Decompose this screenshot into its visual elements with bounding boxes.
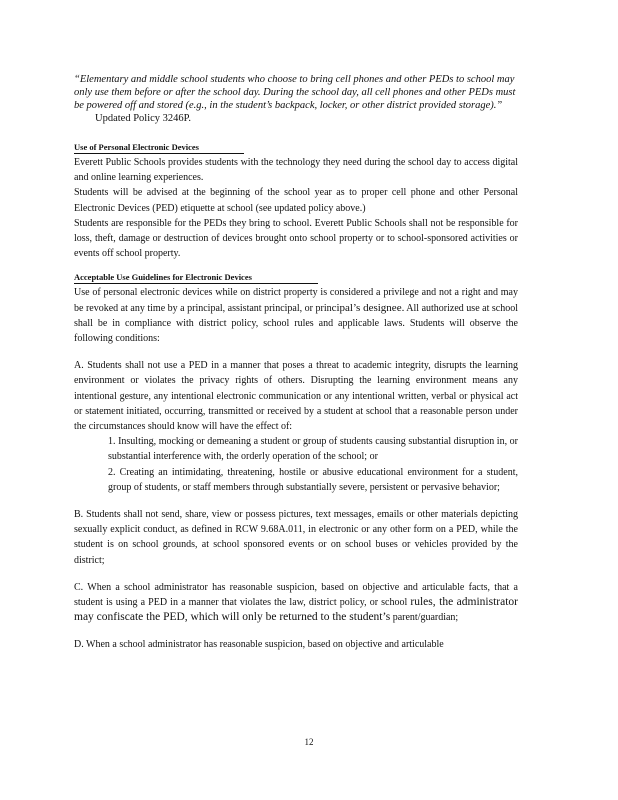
page-number: 12	[304, 737, 314, 747]
paragraph-technology: Everett Public Schools provides students with the technology they need during the school day to access digital and online learning experiences.	[74, 157, 518, 184]
item-c-text: C. When a school administrator has reasonable suspicion, based on objective and articulable facts, that a student is using a PED in a manner that violates the law, district policy, or school	[74, 581, 518, 609]
item-d-text: D. When a school administrator has reasonable suspicion, based on objective and articulable	[74, 639, 444, 651]
item-c-parent: parent/guardian;	[392, 612, 459, 624]
policy-quote	[74, 73, 518, 125]
paragraph-privilege-conditions: All authorized use at school shall be in compliance with district policy, school rules and applicable laws. Students will observe the following conditions:	[74, 302, 518, 345]
section-heading-wrapper	[74, 137, 518, 155]
paragraph-privilege	[74, 285, 518, 346]
item-c	[74, 580, 518, 626]
paragraph-privilege-text: Use of personal electronic devices while on district property is considered a privilege and not a right and may be revoked at any time by a principal, assistant principal, or prin	[74, 287, 518, 314]
section-heading-acceptable-use: Acceptable Use Guidelines for Electronic Devices	[74, 272, 318, 284]
spacer	[74, 125, 518, 137]
item-a-sub-1: 1. Insulting, mocking or demeaning a student or group of students causing substantial disruption in, or substantial interference with, the orderly operation of the school; or	[108, 436, 518, 463]
spacer	[74, 625, 518, 637]
paragraph-responsibility: Students are responsible for the PEDs they bring to school. Everett Public Schools shall not be responsible for loss, theft, damage or destruction of devices brought onto school property or to school-sponsored activities or events off school property.	[74, 217, 518, 260]
item-a-text: A. Students shall not use a PED in a manner that poses a threat to academic integrity, disrupts the learning environment or violates the privacy rights of others. Disrupting the learning environment means any intentional gesture, any intentional electronic communication or any intentional written, verbal or physical act or statement initiated, occurring, transmitted or received by a student at school that a reasonable person under the circumstances should know will have the effect of:	[74, 360, 518, 433]
spacer	[74, 568, 518, 580]
item-a-sub-2: 2. Creating an intimidating, threatening, hostile or abusive educational environment for a student, group of students, or staff members through substantially severe, persistent or pervasive behavior;	[108, 466, 518, 493]
section-heading-personal-devices: Use of Personal Electronic Devices	[74, 142, 244, 154]
paragraph-privilege-designee: cipal’s designee.	[331, 301, 405, 314]
spacer	[74, 495, 518, 507]
page-content	[74, 73, 518, 653]
item-b-text: B. Students shall not send, share, view or possess pictures, text messages, emails or other materials depicting sexually explicit conduct, as defined in RCW 9.68A.011, in electronic or any other form on a PED, while the student is on school grounds, at school sponsored events or on school buses or vehicles provided by the district;	[74, 509, 518, 566]
item-c-confiscate: rules, the administrator may confiscate the PED, which will only be returned to the student’s	[74, 596, 518, 624]
paragraph-etiquette: Students will be advised at the beginning of the school year as to proper cell phone and other Personal Electronic Devices (PED) etiquette at school (see updated policy above.)	[74, 187, 518, 214]
policy-quote-text: “Elementary and middle school students who choose to bring cell phones and other PEDs to school may only use them before or after the school day. During the school day, all cell phones and other PEDs must be powered off and stored (e.g., in the student’s backpack, locker, or other district provided storage).”	[74, 74, 516, 111]
spacer	[74, 346, 518, 358]
policy-quote-reference: Updated Policy 3246P.	[95, 113, 191, 124]
section-heading-wrapper	[74, 267, 518, 285]
